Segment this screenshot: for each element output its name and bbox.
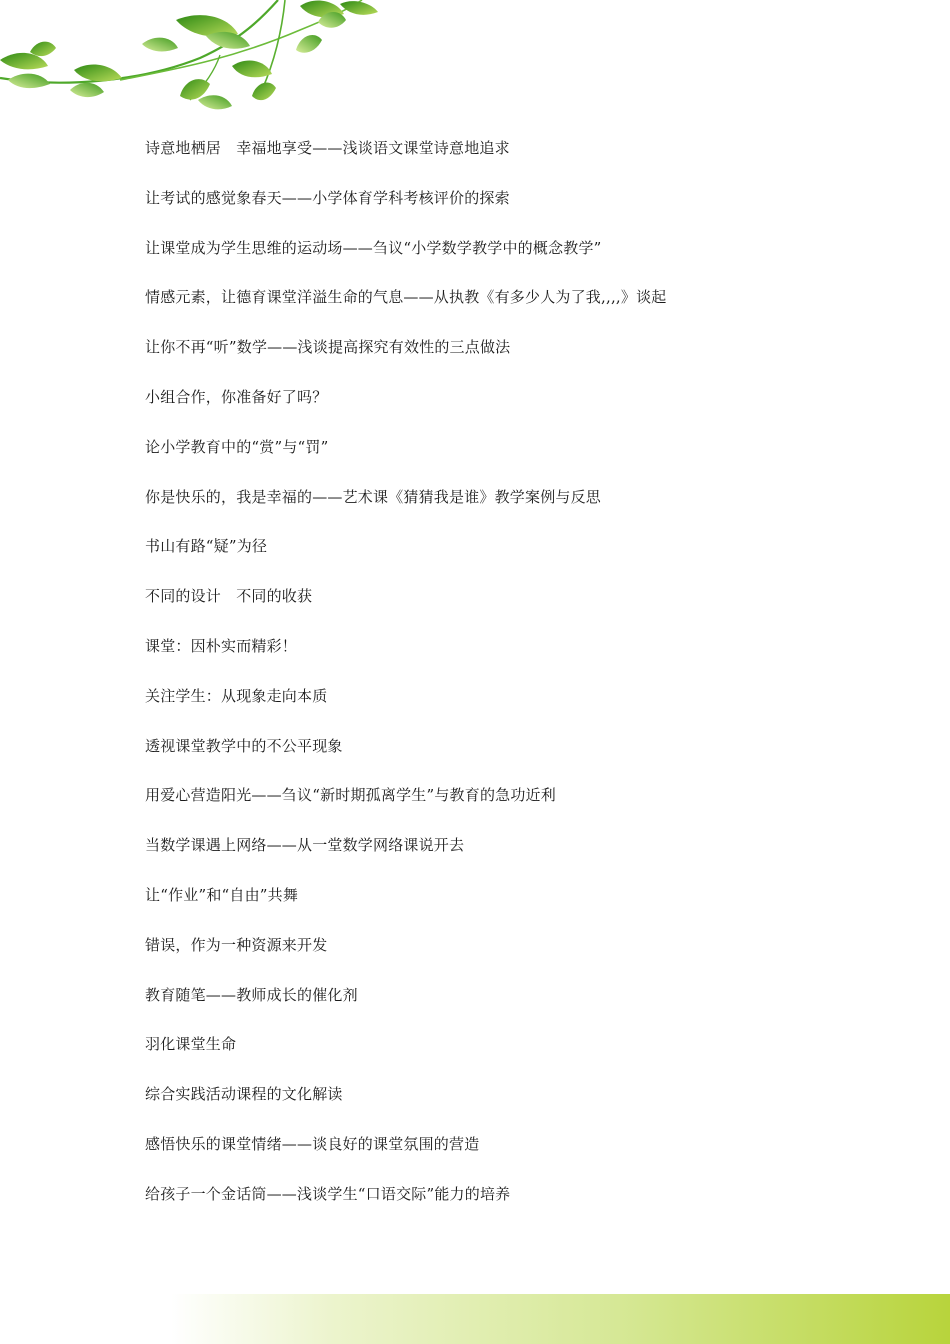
article-title: 错误，作为一种资源来开发 xyxy=(145,935,328,954)
article-title: 小组合作，你准备好了吗？ xyxy=(145,387,328,406)
article-title: 让你不再“听”数学——浅谈提高探究有效性的三点做法 xyxy=(145,338,511,357)
article-title: 感悟快乐的课堂情绪——谈良好的课堂氛围的营造 xyxy=(145,1134,480,1153)
article-title: 关注学生：从现象走向本质 xyxy=(145,686,328,705)
article-title: 给孩子一个金话筒——浅谈学生“口语交际”能力的培养 xyxy=(145,1184,511,1203)
article-title: 书山有路“疑”为径 xyxy=(145,537,268,556)
article-title: 用爱心营造阳光——刍议“新时期孤离学生”与教育的急功近利 xyxy=(145,786,556,805)
article-title: 羽化课堂生命 xyxy=(145,1035,237,1054)
article-title: 情感元素，让德育课堂洋溢生命的气息——从执教《有多少人为了我,,,,》谈起 xyxy=(145,288,667,307)
leaf-vine-decoration xyxy=(0,0,400,120)
article-title: 不同的设计 不同的收获 xyxy=(145,587,313,606)
article-title: 让考试的感觉象春天——小学体育学科考核评价的探索 xyxy=(145,188,510,207)
article-title-list xyxy=(145,136,865,1232)
article-title: 诗意地栖居 幸福地享受——浅谈语文课堂诗意地追求 xyxy=(145,139,510,157)
article-title: 让课堂成为学生思维的运动场——刍议“小学数学教学中的概念教学” xyxy=(145,238,602,257)
article-title: 教育随笔——教师成长的催化剂 xyxy=(145,985,358,1004)
article-title: 综合实践活动课程的文化解读 xyxy=(145,1085,343,1104)
article-title: 当数学课遇上网络——从一堂数学网络课说开去 xyxy=(145,836,465,855)
bottom-gradient-band xyxy=(0,1294,950,1344)
article-title: 论小学教育中的“赏”与“罚” xyxy=(145,437,329,456)
article-title: 让“作业”和“自由”共舞 xyxy=(145,885,299,904)
article-title: 透视课堂教学中的不公平现象 xyxy=(145,736,343,755)
article-title: 你是快乐的，我是幸福的——艺术课《猜猜我是谁》教学案例与反思 xyxy=(145,487,602,506)
article-title: 课堂：因朴实而精彩！ xyxy=(145,636,298,655)
